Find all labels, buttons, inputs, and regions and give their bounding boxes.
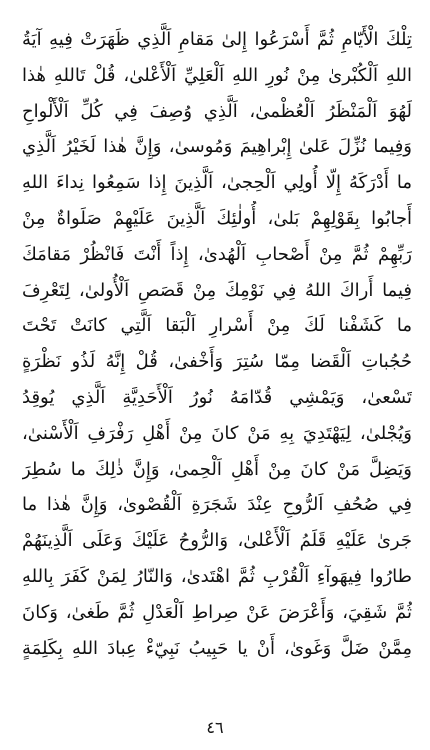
text-line: رَبِّهِمْ ثُمَّ مِنْ أَصْحابِ اَلْهُدىٰ، إِذاً أَنْتَ فَانْظُرْ مَقامَكَ [22,243,412,265]
text-line: ثُمَّ شَقِيَ، وَأَعْرَضَ عَنْ صِراطِ اَلْعَدْلِ ثُمَّ طَغىٰ، وَكانَ [22,601,412,623]
text-line: جَرىٰ عَلَيْهِ قَلَمُ اَلْأَعْلىٰ، وَالرُّوحُ عَلَيْكَ وَعَلَى اَلَّذِينَهُمْ [22,530,412,552]
page-number: ٤٦ [206,718,224,737]
text-line: لَهُوَ اَلْمَنْظَرُ اَلْعُظْمىٰ، اَلَّذِي وُصِفَ فِي كُلِّ اَلْأَلْواحِ [22,100,412,122]
text-line: طارُوا فِيهَوآءِ اَلْقُرْبِ ثُمَّ اهْتَدىٰ، وَالنّارُ لِمَنْ كَفَرَ بِاللهِ [22,565,412,587]
text-line: اللهِ اَلْكُبْرىٰ مِنْ نُورِ اللهِ اَلْعَلِيِّ اَلْأَعْلىٰ، قُلْ تَاللهِ هٰذا [22,64,412,86]
text-line: حُجُباتِ اَلْقَضا مِمّا سُتِرَ وَأَخْفىٰ، قُلْ إِنَّهُ لَذُو نَظْرَةٍ [22,351,412,373]
text-line: مِمَّنْ ضَلَّ وَغَوىٰ، أَنْ يا حَبِيبُ نَبِيّءْ عِبادَ اللهِ بِكَلِمَةٍ [22,637,412,659]
text-line: فِيما أَراكَ اللهُ فِي نَوْمِكَ مِنْ قَصَصِ اَلْأُولىٰ، لِتَعْرِفَ [22,279,412,301]
text-line: وَيَضِلَّ مَنْ كانَ مِنْ أَهْلِ اَلْحِمىٰ، وَإِنَّ ذٰلِكَ ما سُطِرَ [22,458,412,480]
body-text [22,22,412,666]
text-line: أَجابُوا بِقَوْلِهِمْ بَلىٰ، أُولٰئِكَ اَلَّذِينَ عَلَيْهِمْ صَلَواةٌ مِنْ [22,207,412,229]
text-line: فِي صُحُفِ اَلرُّوحِ عِنْدَ شَجَرَةِ اَلْقُصْوىٰ، وَإِنَّ هٰذا ما [22,494,412,516]
text-line: وَيُجْلىٰ، لِيَهْتَدِيَ بِهِ مَنْ كانَ مِنْ أَهْلِ رَفْرَفِ اَلْأَسْنىٰ، [22,422,412,444]
text-line: وَفِيما نُزِّلَ عَلىٰ إِبْراهِيمَ وَمُوسىٰ، وَإِنَّ هٰذا لَخَيْرُ اَلَّذِي [22,136,412,158]
text-line: تِلْكَ الْأَيّامِ ثُمَّ أَسْرَعُوا إِلىٰ مَقامِ اَلَّذِي ظَهَرَتْ فِيهِ آيَةُ [22,29,412,50]
text-line: ما كَشَفْنا لَكَ مِنْ أَسْرارِ اَلْبَقا اَلَّتِي كانَتْ تَحْتَ [22,315,412,337]
text-line: ما أَدْرَكَهُ إِلّا أُولِي اَلْحِجىٰ، اَلَّذِينَ إِذا سَمِعُوا نِداءَ اللهِ [22,172,412,194]
text-line: تَسْعىٰ، وَيَمْشِي قُدّامَهُ نُورُ اَلْأَحَدِيَّةِ اَلَّذِي يُوقِدُ [22,386,412,408]
